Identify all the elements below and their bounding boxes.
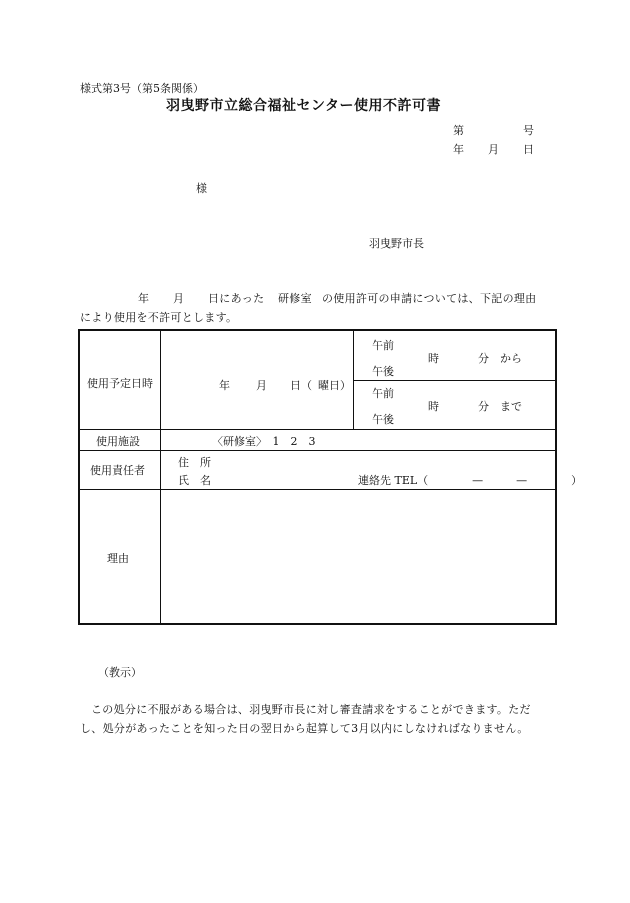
contact-tel: 連絡先 TEL（ — — ） xyxy=(358,474,583,487)
date-day: 日 xyxy=(523,143,534,156)
end-pm: 午後 xyxy=(372,413,394,426)
start-suffix: から xyxy=(500,352,522,365)
start-minute: 分 xyxy=(478,352,489,365)
date-month: 月 xyxy=(488,143,499,156)
page-title: 羽曳野市立総合福祉センター使用不許可書 xyxy=(166,98,441,114)
end-hour: 時 xyxy=(428,400,439,413)
issuer: 羽曳野市長 xyxy=(369,237,424,250)
start-hour: 時 xyxy=(428,352,439,365)
intro-day: 日にあった xyxy=(208,292,265,305)
address-label: 住 所 xyxy=(178,456,211,469)
form-label: 様式第3号（第5条関係） xyxy=(80,82,204,95)
end-suffix: まで xyxy=(500,400,522,413)
reason-label: 理由 xyxy=(107,552,129,565)
start-am: 午前 xyxy=(372,339,394,352)
doc-number-suffix: 号 xyxy=(523,124,534,137)
schedule-label: 使用予定日時 xyxy=(87,377,153,390)
start-pm: 午後 xyxy=(372,365,394,378)
notice-line2: し、処分があったことを知った日の翌日から起算して3月以内にしなければなりません。 xyxy=(80,722,529,735)
intro-month: 月 xyxy=(173,292,185,305)
name-label: 氏 名 xyxy=(178,474,211,487)
recipient-suffix: 様 xyxy=(196,182,207,195)
end-am: 午前 xyxy=(372,387,394,400)
schedule-month: 月 xyxy=(256,379,267,392)
facility-value: 〈研修室〉 1 2 3 xyxy=(212,435,316,448)
schedule-day: 日（ xyxy=(290,379,312,392)
responsible-label: 使用責任者 xyxy=(90,464,145,477)
intro-room: 研修室 xyxy=(278,292,312,305)
date-year: 年 xyxy=(453,143,464,156)
facility-label: 使用施設 xyxy=(96,435,140,448)
notice-line1: この処分に不服がある場合は、羽曳野市長に対し審査請求をすることができます。ただ xyxy=(91,703,531,716)
schedule-year: 年 xyxy=(219,379,230,392)
end-minute: 分 xyxy=(478,400,489,413)
intro-line2: により使用を不許可とします。 xyxy=(80,311,238,324)
intro-rest: の使用許可の申請については、下記の理由 xyxy=(322,292,537,305)
doc-number-prefix: 第 xyxy=(453,124,464,137)
intro-year: 年 xyxy=(138,292,150,305)
schedule-weekday: 曜日） xyxy=(318,379,351,392)
notice-heading: （教示） xyxy=(98,666,142,679)
